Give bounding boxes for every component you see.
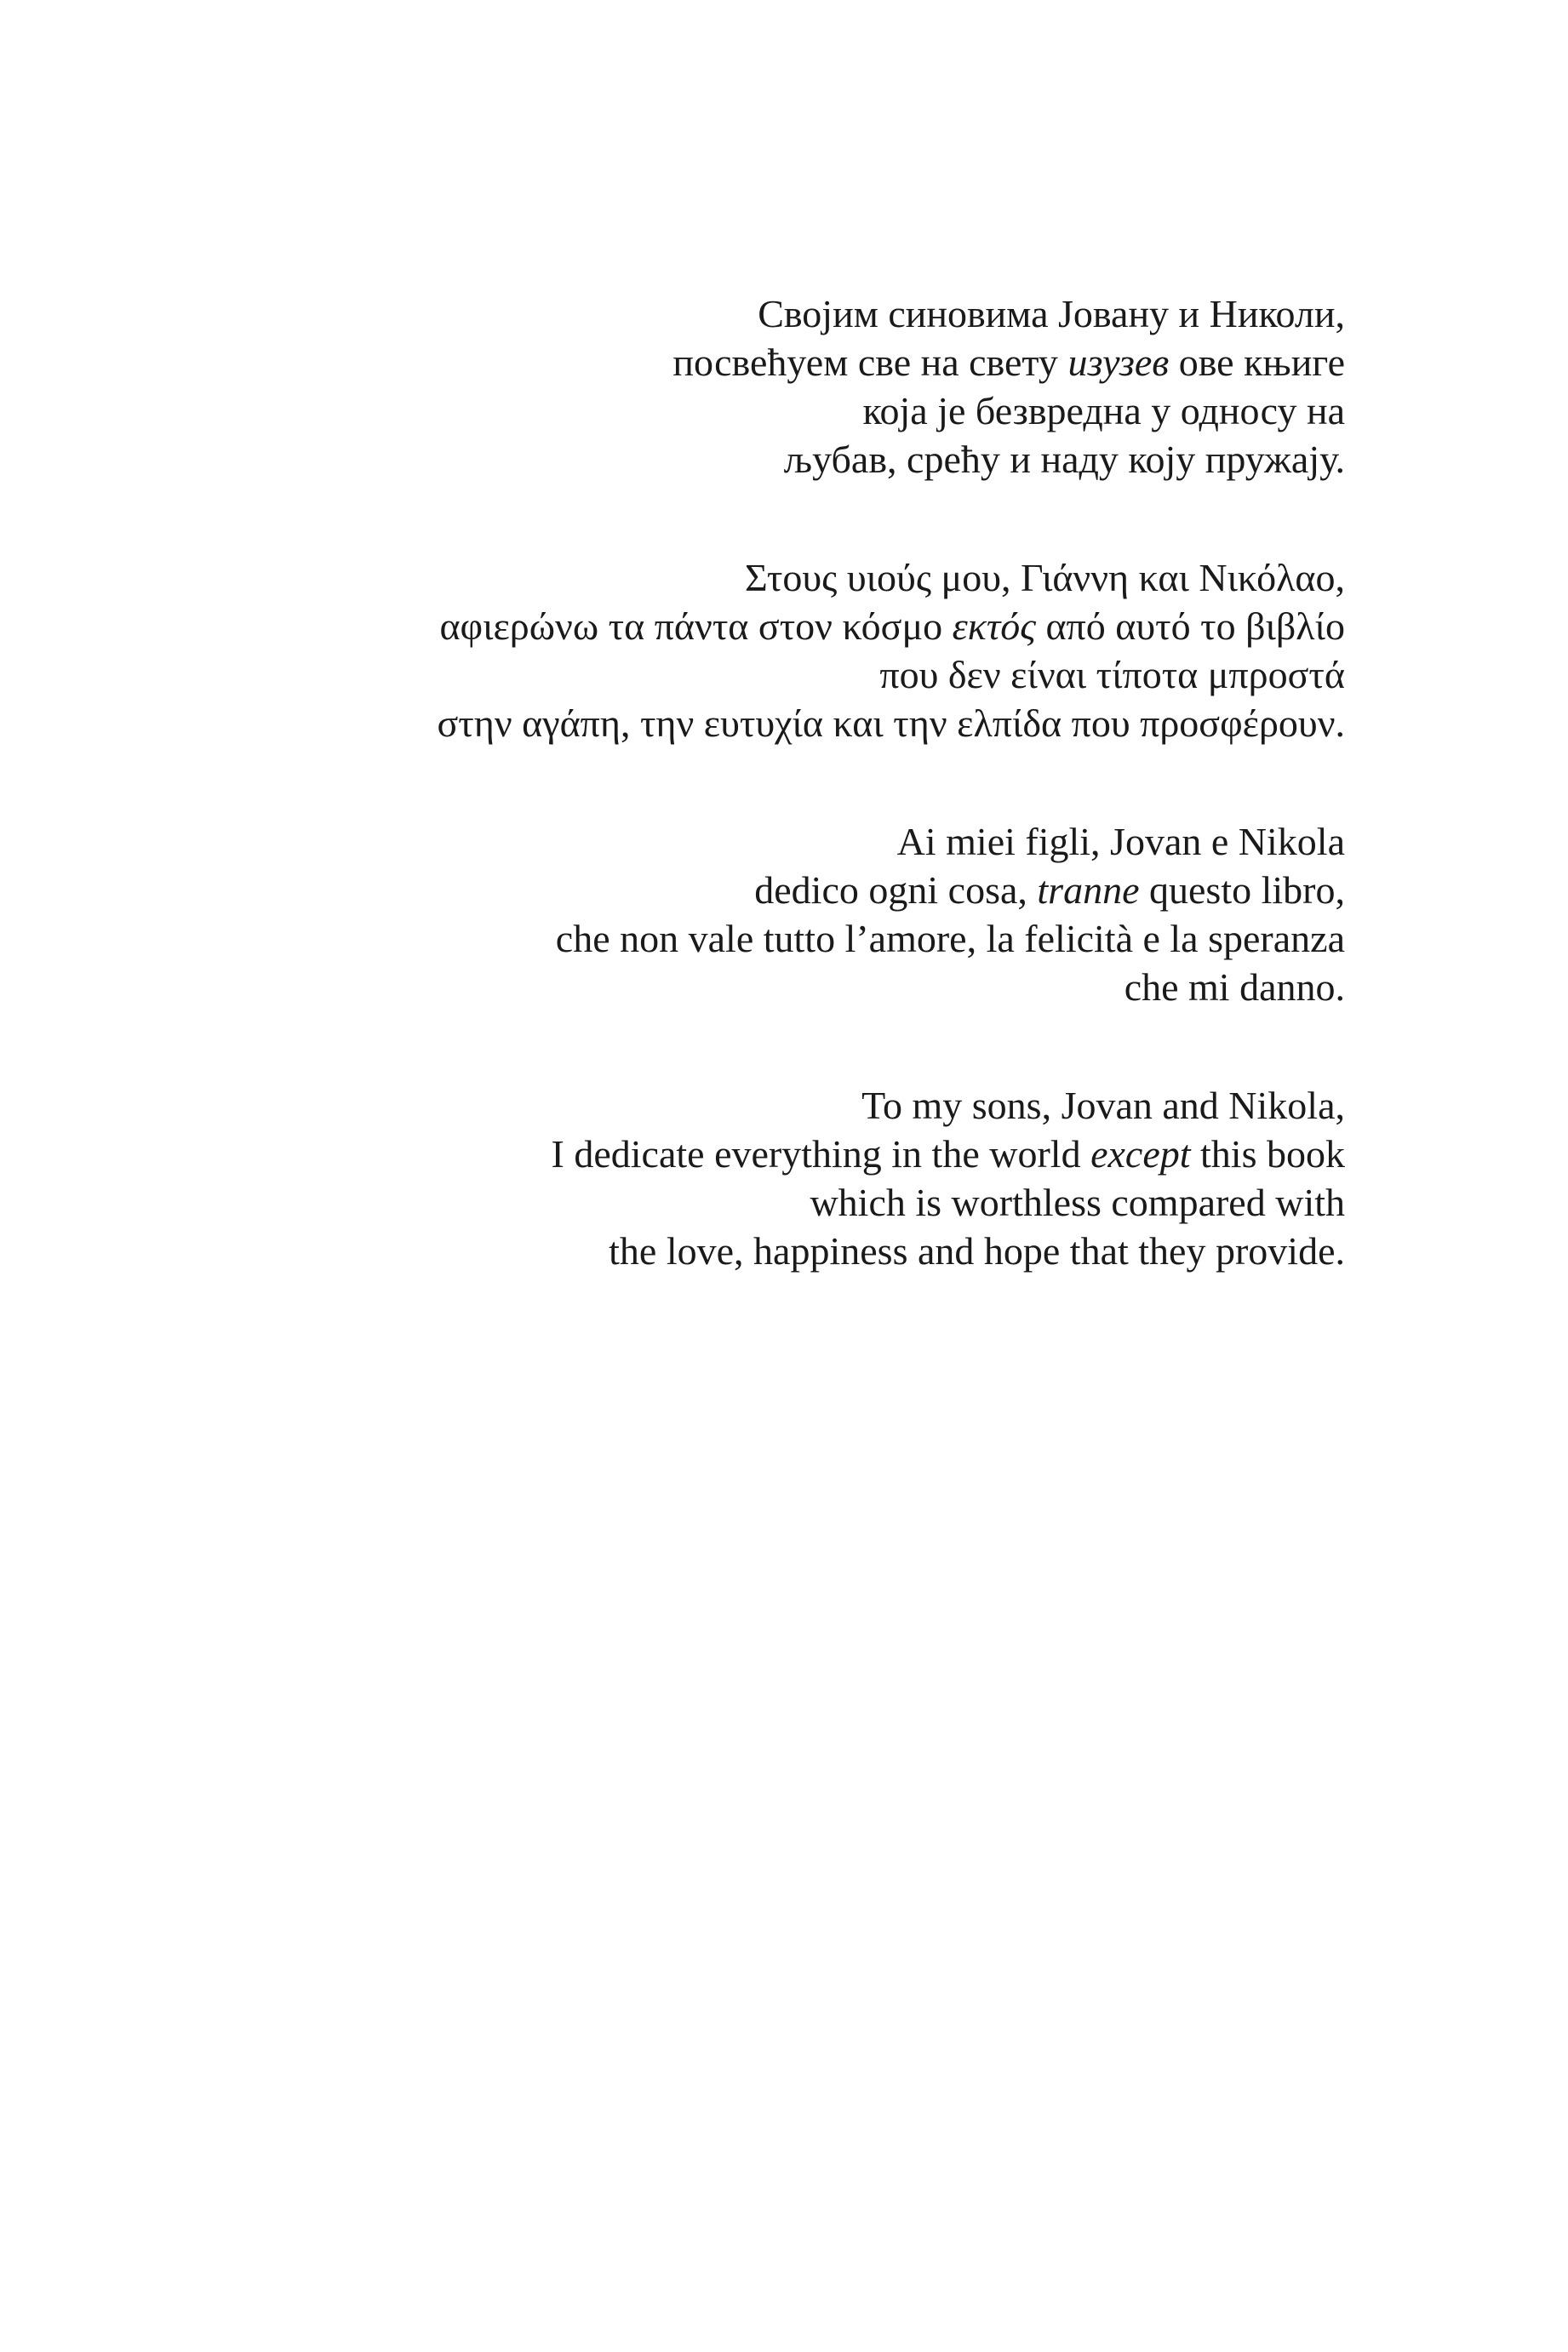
dedication-line: Својим синовима Јовану и Николи, xyxy=(758,292,1345,335)
dedication-line: which is worthless compared with xyxy=(810,1181,1345,1224)
dedication-line: Στους υιούς μου, Γιάννη και Νικόλαο, xyxy=(744,556,1345,599)
dedication-line: To my sons, Jovan and Nikola, xyxy=(861,1084,1345,1127)
dedication-line: dedico ogni cosa, tranne questo libro, xyxy=(754,868,1345,912)
dedication-line: Ai miei figli, Jovan e Nikola xyxy=(896,820,1345,863)
dedication-line: која је безвредна у односу на xyxy=(862,389,1345,432)
emphasis-word: except xyxy=(1090,1132,1191,1176)
emphasis-word: εκτός xyxy=(952,604,1036,648)
dedication-line: che mi danno. xyxy=(1124,965,1345,1009)
stanza-italian xyxy=(68,817,1345,1011)
dedication-line: посвећуем све на свету изузев ове књиге xyxy=(672,340,1345,384)
dedication-line: I dedicate everything in the world except this book xyxy=(551,1132,1345,1176)
stanza-serbian xyxy=(68,289,1345,484)
emphasis-word: tranne xyxy=(1037,868,1140,912)
stanza-greek xyxy=(68,553,1345,747)
dedication-line: љубав, срећу и наду коју пружају. xyxy=(783,438,1345,481)
dedication-block xyxy=(68,289,1345,1345)
dedication-line: the love, happiness and hope that they provide. xyxy=(609,1229,1345,1273)
stanza-english xyxy=(68,1081,1345,1275)
dedication-line: che non vale tutto l’amore, la felicità e la speranza xyxy=(555,917,1345,960)
dedication-line: αφιερώνω τα πάντα στον κόσμο εκτός από αυτό το βιβλίο xyxy=(439,604,1345,648)
dedication-line: που δεν είναι τίποτα μπροστά xyxy=(879,653,1345,696)
emphasis-word: изузев xyxy=(1067,340,1170,384)
dedication-line: στην αγάπη, την ευτυχία και την ελπίδα που προσφέρουν. xyxy=(437,701,1345,745)
